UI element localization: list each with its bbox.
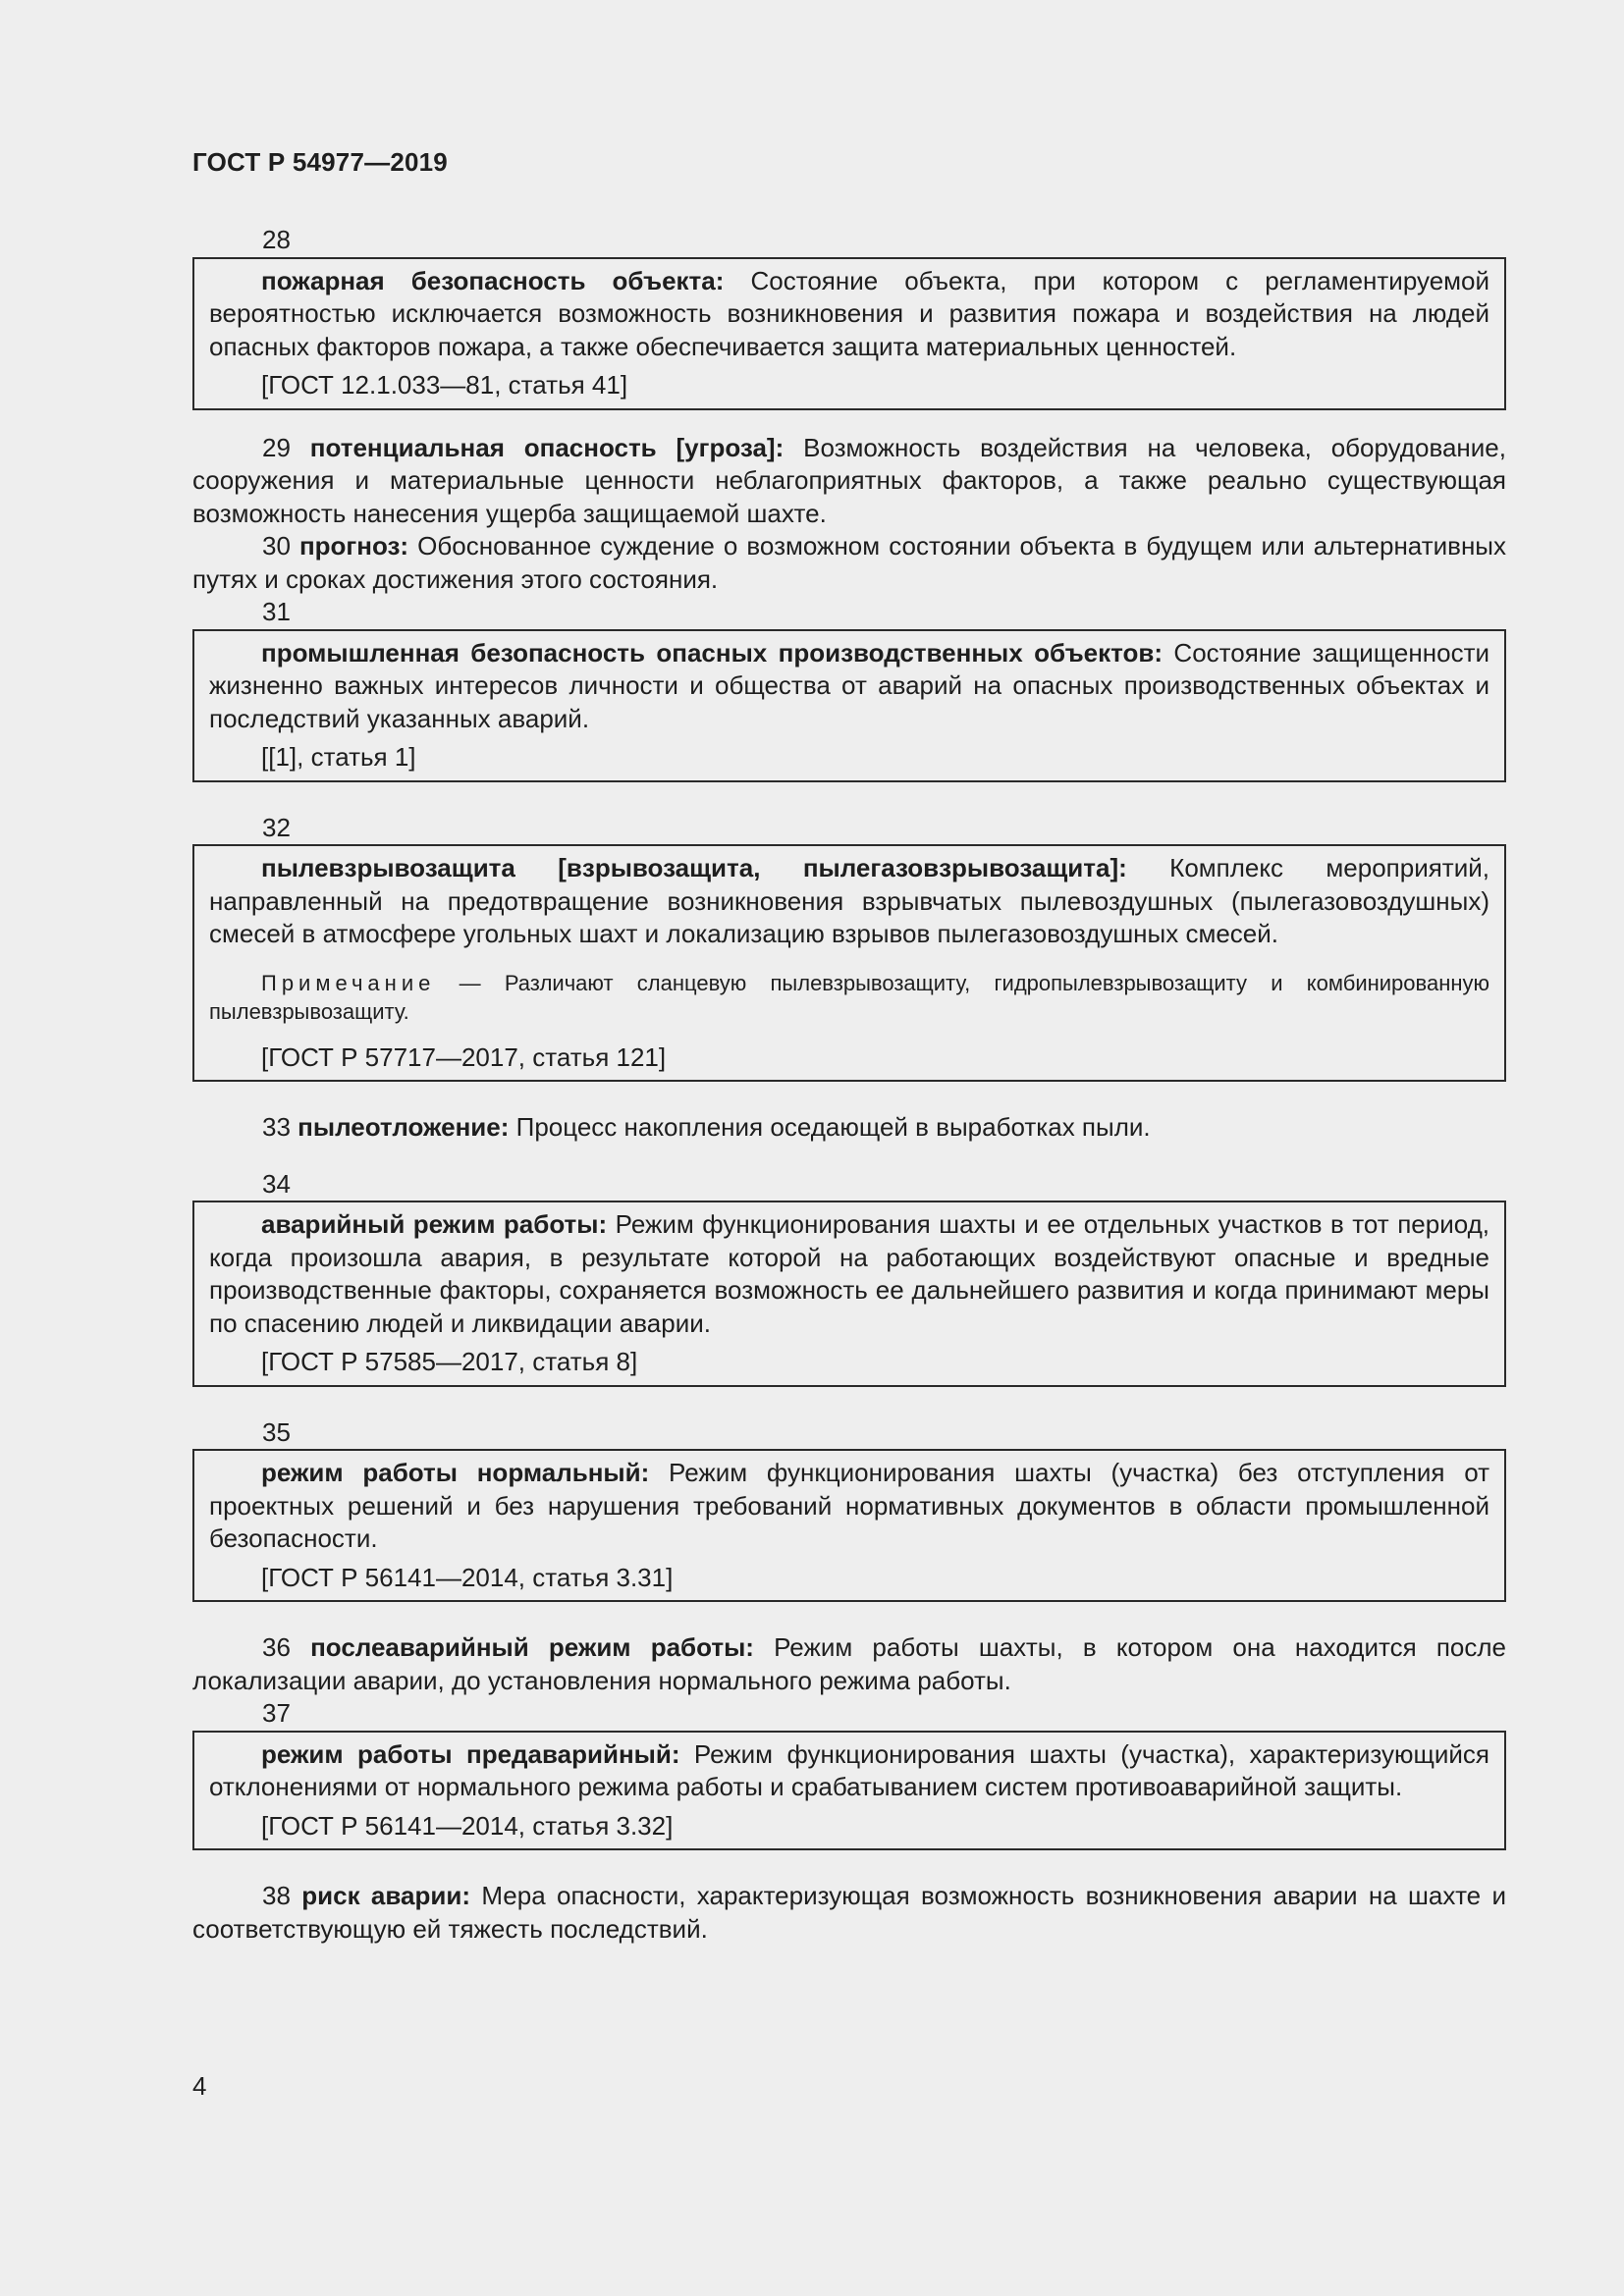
term-entry-33 bbox=[192, 1111, 1506, 1145]
term-entry-30 bbox=[192, 530, 1506, 596]
term-source: [ГОСТ Р 56141—2014, статья 3.31] bbox=[261, 1562, 674, 1592]
term-definition bbox=[209, 1457, 1489, 1556]
term-title: пылевзрывозащита [взрывозащита, пылегазовзрывозащита]: bbox=[261, 853, 1127, 882]
term-box-34 bbox=[192, 1201, 1506, 1387]
term-title: потенциальная опасность [угроза]: bbox=[309, 432, 785, 462]
term-text: Обоснованное суждение о возможном состоянии объекта в будущем или альтернативных путях и сроках достижения этого состояния. bbox=[192, 531, 1506, 594]
term-entry-38 bbox=[192, 1880, 1506, 1946]
term-definition bbox=[209, 1208, 1489, 1340]
terms-list bbox=[192, 224, 1506, 1946]
entry-number: 35 bbox=[262, 1416, 291, 1447]
term-definition bbox=[209, 637, 1489, 736]
document-header: ГОСТ Р 54977—2019 bbox=[192, 147, 448, 177]
entry-number: 29 bbox=[262, 432, 291, 462]
entry-number: 38 bbox=[262, 1881, 291, 1910]
term-source: [ГОСТ Р 57717—2017, статья 121] bbox=[261, 1041, 667, 1072]
entry-number: 33 bbox=[262, 1112, 291, 1142]
term-text: Режим функционирования шахты (участка), характеризующийся отклонениями от нормального режима работы и срабатыванием систем противоаварийной защиты. bbox=[209, 1738, 1490, 1801]
entry-number: 30 bbox=[262, 531, 291, 561]
page-number: 4 bbox=[192, 2071, 207, 2101]
term-source: [ГОСТ Р 57585—2017, статья 8] bbox=[261, 1347, 638, 1376]
entry-number: 37 bbox=[262, 1698, 291, 1728]
term-definition bbox=[209, 265, 1489, 364]
term-text: Состояние объекта, при котором с регламентируемой вероятностью исключается возможность возникновения и развития пожара и воздействия на людей опасных факторов пожара, а также обеспечивается защита материальных ценностей. bbox=[209, 265, 1490, 361]
term-text: Мера опасности, характеризующая возможность возникновения аварии на шахте и соответствующую ей тяжесть последствий. bbox=[192, 1881, 1506, 1944]
term-text: Режим функционирования шахты (участка) без отступления от проектных решений и без нарушения требований нормативных документов в области промышленной безопасности. bbox=[209, 1458, 1489, 1553]
term-box-28 bbox=[192, 257, 1506, 410]
note-label: Примечание bbox=[261, 970, 436, 995]
term-title: режим работы предаварийный: bbox=[261, 1738, 680, 1769]
term-title: пылеотложение: bbox=[298, 1112, 510, 1142]
term-title: аварийный режим работы: bbox=[261, 1209, 608, 1239]
term-title: режим работы нормальный: bbox=[261, 1458, 650, 1487]
entry-number: 32 bbox=[262, 812, 291, 842]
term-box-37 bbox=[192, 1731, 1506, 1851]
term-box-31 bbox=[192, 629, 1506, 782]
note-text: — Различают сланцевую пылевзрывозащиту, гидропылевзрывозащиту и комбинированную пылевзрывозащиту. bbox=[209, 970, 1489, 1024]
term-title: промышленная безопасность опасных производственных объектов: bbox=[261, 637, 1164, 667]
term-box-35 bbox=[192, 1449, 1506, 1602]
term-source: [ГОСТ Р 56141—2014, статья 3.32] bbox=[261, 1810, 674, 1841]
term-text: Комплекс мероприятий, направленный на предотвращение возникновения взрывчатых пылевоздушных (пылегазовоздушных) смесей в атмосфере угольных шахт и локализацию взрывов пылегазовоздушных смесей. bbox=[209, 853, 1489, 948]
term-text: Состояние защищенности жизненно важных интересов личности и общества от аварий на опасных производственных объектах и последствий указанных аварий. bbox=[209, 637, 1489, 733]
term-text: Режим работы шахты, в котором она находится после локализации аварии, до установления нормального режима работы. bbox=[192, 1632, 1506, 1695]
entry-number: 36 bbox=[262, 1632, 291, 1662]
term-box-32 bbox=[192, 844, 1506, 1082]
entry-number: 31 bbox=[262, 597, 291, 626]
term-title: пожарная безопасность объекта: bbox=[261, 265, 725, 295]
term-source: [[1], статья 1] bbox=[261, 742, 416, 772]
term-text: Процесс накопления оседающей в выработках пыли. bbox=[509, 1112, 1151, 1142]
entry-number: 34 bbox=[262, 1168, 291, 1199]
term-text: Режим функционирования шахты и ее отдельных участков в тот период, когда произошла авария, в результате которой на работающих воздействуют опасные и вредные производственные факторы, сохраняется возможность ее дальнейшего развития и когда принимают меры по спасению людей и ликвидации аварии. bbox=[209, 1209, 1489, 1338]
term-definition bbox=[192, 432, 1506, 531]
term-definition bbox=[192, 1111, 1506, 1145]
term-title: послеаварийный режим работы: bbox=[310, 1632, 754, 1662]
term-definition bbox=[192, 530, 1506, 596]
term-title: риск аварии: bbox=[301, 1881, 471, 1910]
term-title: прогноз: bbox=[298, 531, 409, 561]
entry-number: 28 bbox=[262, 225, 291, 254]
term-note bbox=[209, 969, 1489, 1026]
term-entry-36 bbox=[192, 1631, 1506, 1697]
term-definition bbox=[209, 852, 1489, 951]
term-definition bbox=[192, 1880, 1506, 1946]
term-source: [ГОСТ 12.1.033—81, статья 41] bbox=[261, 370, 628, 400]
term-definition bbox=[209, 1738, 1489, 1804]
term-definition bbox=[192, 1631, 1506, 1697]
term-entry-29 bbox=[192, 432, 1506, 531]
term-text: Возможность воздействия на человека, оборудование, сооружения и материальные ценности неблагоприятных факторов, а также реально существующая возможность нанесения ущерба защищаемой шахте. bbox=[192, 432, 1506, 528]
